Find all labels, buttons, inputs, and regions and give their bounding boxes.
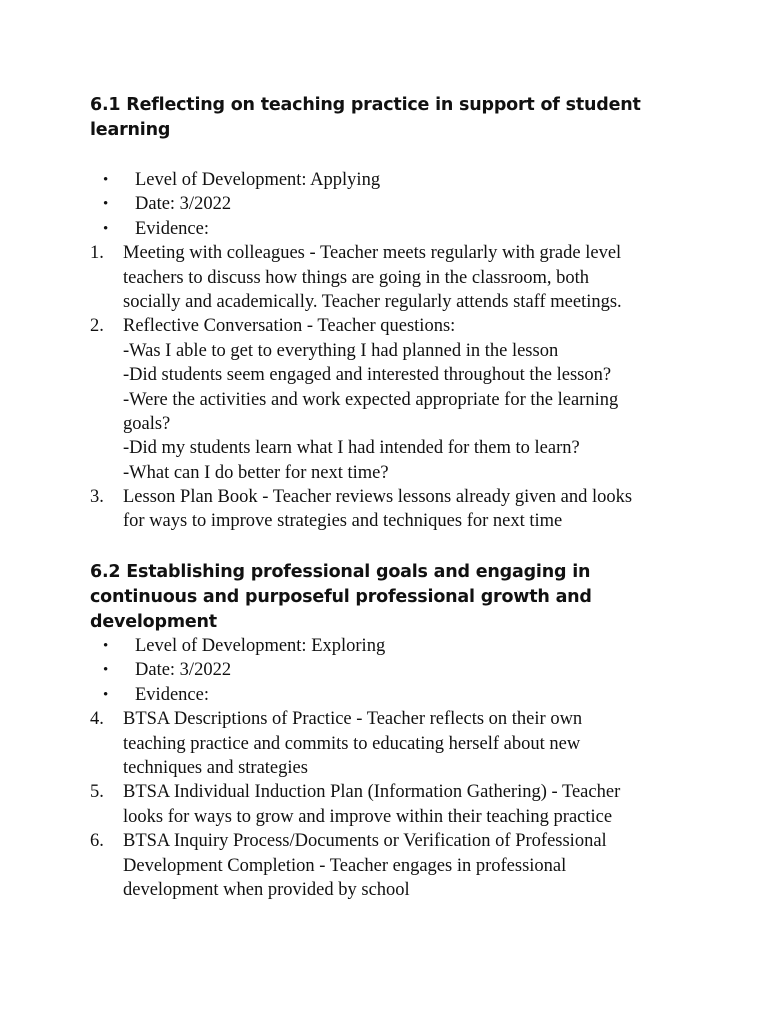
bullet-item	[0, 217, 768, 241]
bullet-icon: •	[103, 196, 109, 213]
list-item-continuation	[0, 878, 768, 902]
item-line: -Were the activities and work expected appropriate for the learning	[123, 389, 619, 410]
bullet-icon: •	[103, 172, 109, 188]
date: Date: 3/2022	[135, 194, 232, 215]
item-number: 3.	[90, 487, 104, 508]
item-line: BTSA Descriptions of Practice - Teacher reflects on their own	[123, 709, 583, 730]
bullet-item	[0, 683, 768, 707]
item-line: -Did students seem engaged and interested throughout the lesson?	[123, 365, 612, 386]
item-line: Reflective Conversation - Teacher questions:	[123, 316, 456, 337]
item-line: -What can I do better for next time?	[123, 462, 389, 483]
list-item-continuation	[0, 388, 768, 412]
list-item-continuation	[0, 854, 768, 878]
list-item	[0, 314, 768, 338]
bullet-item	[0, 192, 768, 216]
section-body	[0, 634, 768, 902]
section-heading: 6.1 Reflecting on teaching practice in support of student learning	[90, 95, 641, 140]
evidence-label: Evidence:	[135, 684, 209, 705]
list-item-continuation	[0, 756, 768, 780]
section-heading: 6.2 Establishing professional goals and engaging in continuous and purposeful professional growth and development	[90, 562, 592, 632]
list-item-continuation	[0, 805, 768, 829]
item-line: for ways to improve strategies and techniques for next time	[123, 511, 563, 532]
list-item-continuation	[0, 436, 768, 460]
bullet-item	[0, 658, 768, 682]
bullet-icon: •	[103, 638, 109, 654]
item-line: BTSA Individual Induction Plan (Information Gathering) - Teacher	[123, 782, 621, 803]
item-line: socially and academically. Teacher regularly attends staff meetings.	[123, 291, 622, 312]
item-line: Meeting with colleagues - Teacher meets regularly with grade level	[123, 243, 622, 264]
item-line: Lesson Plan Book - Teacher reviews lessons already given and looks	[123, 487, 633, 508]
date: Date: 3/2022	[135, 660, 232, 681]
item-line: -Was I able to get to everything I had planned in the lesson	[123, 340, 559, 361]
item-line: teachers to discuss how things are going in the classroom, both	[123, 267, 590, 288]
bullet-icon: •	[103, 220, 109, 237]
list-item	[0, 241, 768, 265]
item-line: techniques and strategies	[123, 757, 308, 778]
item-line: -Did my students learn what I had intended for them to learn?	[123, 438, 580, 459]
item-line: goals?	[123, 413, 171, 434]
list-item-continuation	[0, 339, 768, 363]
list-item-continuation	[0, 290, 768, 314]
item-line: teaching practice and commits to educating herself about new	[123, 733, 581, 754]
list-item-continuation	[0, 509, 768, 533]
list-item-continuation	[0, 461, 768, 485]
item-number: 6.	[90, 831, 104, 852]
bullet-item	[0, 634, 768, 658]
list-item	[0, 829, 768, 853]
level-of-development: Level of Development: Exploring	[135, 636, 386, 656]
bullet-icon: •	[103, 662, 109, 679]
item-line: development when provided by school	[123, 879, 410, 900]
section-body	[0, 168, 768, 534]
bullet-icon: •	[103, 686, 109, 703]
evidence-label: Evidence:	[135, 218, 209, 239]
list-item	[0, 485, 768, 509]
item-number: 2.	[90, 316, 104, 337]
list-item	[0, 707, 768, 731]
item-number: 4.	[90, 709, 104, 730]
list-item	[0, 780, 768, 804]
bullet-item	[0, 168, 768, 192]
item-line: looks for ways to grow and improve within their teaching practice	[123, 806, 613, 827]
item-number: 1.	[90, 243, 104, 264]
item-line: BTSA Inquiry Process/Documents or Verification of Professional	[123, 831, 607, 852]
item-number: 5.	[90, 782, 104, 803]
list-item-continuation	[0, 363, 768, 387]
list-item-continuation	[0, 266, 768, 290]
list-item-continuation	[0, 412, 768, 436]
level-of-development: Level of Development: Applying	[135, 170, 381, 190]
item-line: Development Completion - Teacher engages in professional	[123, 855, 567, 876]
list-item-continuation	[0, 732, 768, 756]
